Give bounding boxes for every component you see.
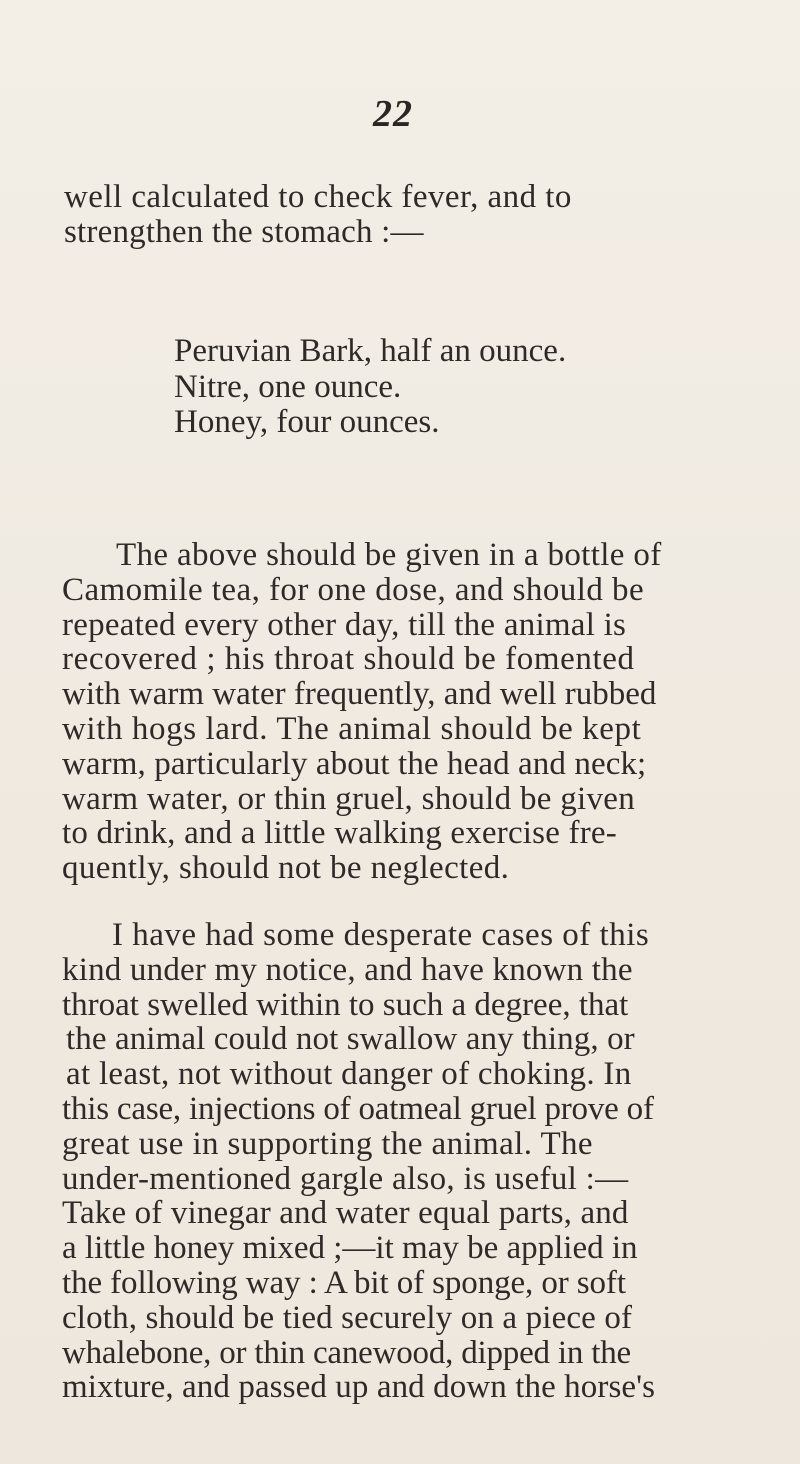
text-line: the following way : A bit of sponge, or soft [62, 1264, 626, 1301]
ingredient-item: Nitre, one ounce. [174, 368, 402, 405]
text-line: Take of vinegar and water equal parts, and [62, 1195, 629, 1232]
ingredient-item: Peruvian Bark, half an ounce. [174, 333, 567, 369]
text-line: Camomile tea, for one dose, and should be [62, 571, 645, 608]
text-line: at least, not without danger of choking. In [66, 1056, 632, 1093]
paragraph-1 [0, 538, 800, 886]
text-line: whalebone, or thin canewood, dipped in the [62, 1334, 631, 1371]
text-line: under-mentioned gargle also, is useful :— [62, 1160, 629, 1197]
text-line: a little honey mixed ;—it may be applied in [62, 1230, 638, 1267]
text-line: The above should be given in a bottle of [116, 537, 662, 573]
text-line: repeated every other day, till the animal is [62, 606, 627, 643]
text-line: recovered ; his throat should be fomented [62, 641, 635, 678]
text-line: this case, injections of oatmeal gruel prove of [62, 1090, 654, 1127]
text-line: to drink, and a little walking exercise fre- [62, 815, 617, 852]
ingredient-item: Honey, four ounces. [174, 404, 440, 440]
text-line: throat swelled within to such a degree, that [62, 986, 629, 1023]
ingredient-list [174, 334, 566, 441]
text-line: I have had some desperate cases of this [112, 917, 650, 953]
paragraph-2 [0, 918, 800, 1405]
text-line: mixture, and passed up and down the horse's [62, 1369, 656, 1406]
text-line: quently, should not be neglected. [62, 850, 510, 887]
text-line: cloth, should be tied securely on a piece of [62, 1299, 633, 1336]
intro-text [0, 180, 800, 250]
text-line: kind under my notice, and have known the [62, 951, 633, 988]
text-line: with hogs lard. The animal should be kept [62, 710, 642, 747]
text-line: with warm water frequently, and well rubbed [62, 676, 657, 713]
text-line: strengthen the stomach :— [64, 213, 424, 250]
text-line: warm, particularly about the head and neck; [62, 745, 647, 782]
text-line: the animal could not swallow any thing, or [66, 1021, 635, 1058]
text-line: great use in supporting the animal. The [62, 1125, 593, 1162]
text-line: warm water, or thin gruel, should be given [62, 780, 636, 817]
page-number: 22 [373, 93, 413, 135]
text-line: well calculated to check fever, and to [64, 179, 572, 215]
